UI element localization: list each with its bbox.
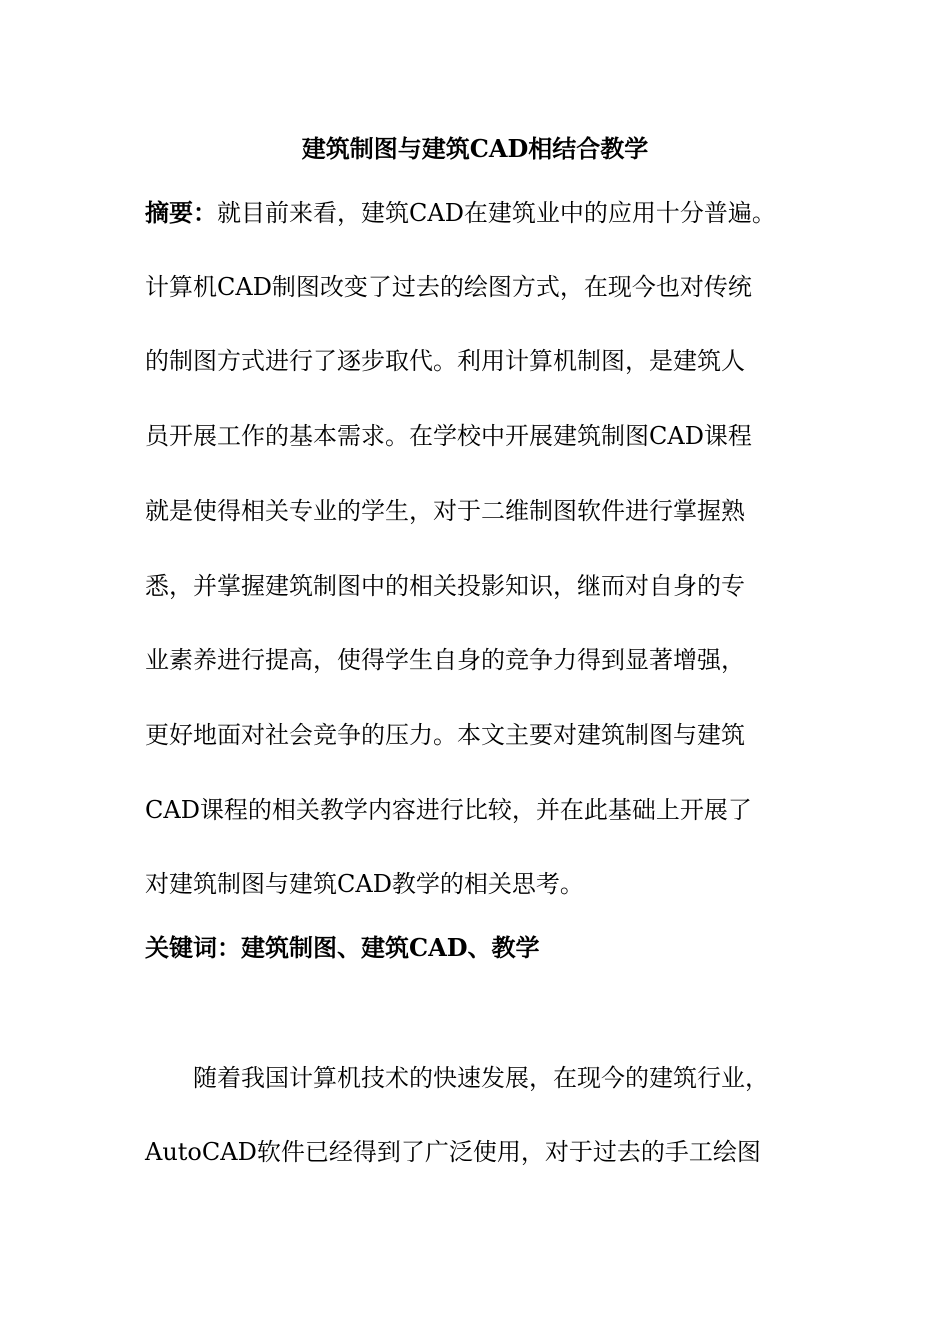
abstract-line: 计算机CAD制图改变了过去的绘图方式，在现今也对传统 <box>145 273 752 301</box>
abstract-line: 悉，并掌握建筑制图中的相关投影知识，继而对自身的专 <box>145 572 745 600</box>
body-paragraph-line: 随着我国计算机技术的快速发展，在现今的建筑行业， <box>193 1064 769 1092</box>
abstract-line: 的制图方式进行了逐步取代。利用计算机制图，是建筑人 <box>145 347 745 375</box>
abstract-text: 就目前来看，建筑CAD在建筑业中的应用十分普遍。 <box>217 199 776 227</box>
abstract-line: CAD课程的相关教学内容进行比较，并在此基础上开展了 <box>145 796 752 824</box>
keywords-value: 建筑制图、建筑CAD、教学 <box>241 933 540 962</box>
abstract-label: 摘要： <box>145 198 217 227</box>
abstract-first-line <box>145 195 776 231</box>
keywords-line <box>145 930 540 966</box>
keywords-label: 关键词： <box>145 933 241 962</box>
abstract-line: 业素养进行提高，使得学生自身的竞争力得到显著增强， <box>145 646 745 674</box>
document-title: 建筑制图与建筑CAD相结合教学 <box>301 134 649 163</box>
abstract-line: 更好地面对社会竞争的压力。本文主要对建筑制图与建筑 <box>145 721 745 749</box>
body-paragraph-line: AutoCAD软件已经得到了广泛使用，对于过去的手工绘图 <box>145 1138 761 1166</box>
abstract-line: 就是使得相关专业的学生，对于二维制图软件进行掌握熟 <box>145 497 745 525</box>
abstract-line: 对建筑制图与建筑CAD教学的相关思考。 <box>145 870 584 898</box>
abstract-line: 员开展工作的基本需求。在学校中开展建筑制图CAD课程 <box>145 422 752 450</box>
